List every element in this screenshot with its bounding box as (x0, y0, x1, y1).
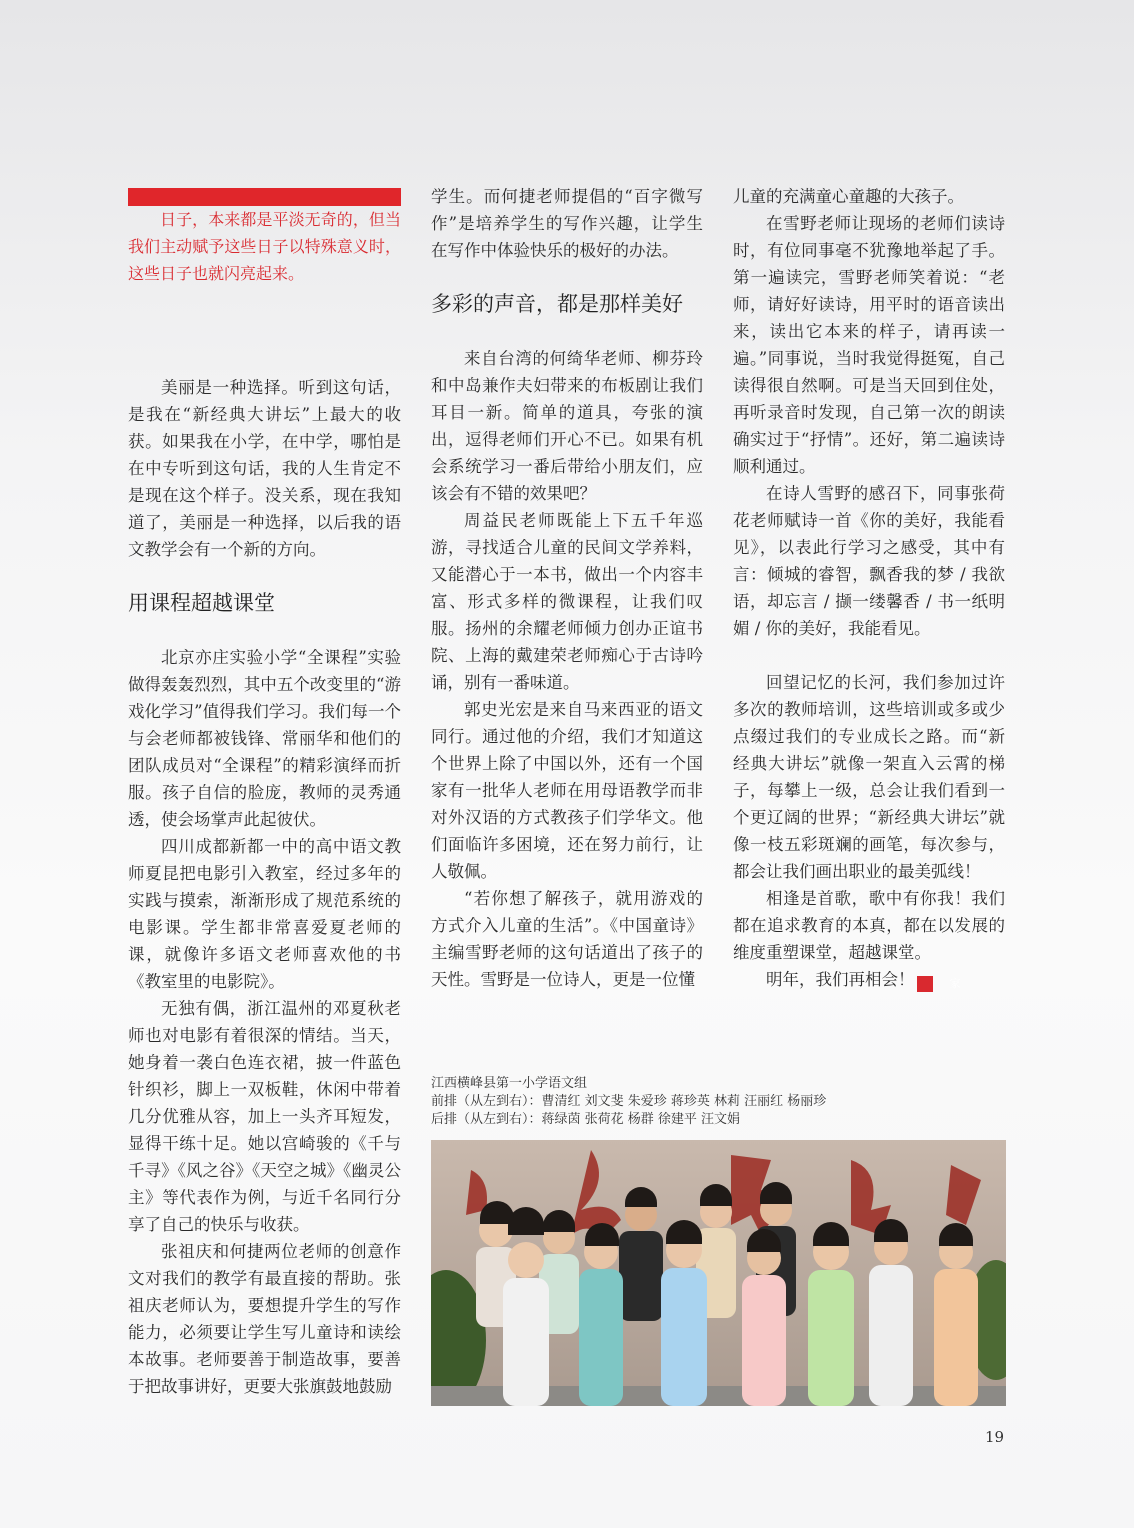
paragraph: 相逢是首歌，歌中有你我！我们都在追求教育的本真，都在以发展的维度重塑课堂，超越课堂。 (733, 889, 1005, 962)
paragraph: 郭史光宏是来自马来西亚的语文同行。通过他的介绍，我们才知道这个世界上除了中国以外，还有一个国家有一批华人老师在用母语教学而非对外汉语的方式教孩子们学华文。他们面临许多困境，还在努力前行，让人敬佩。 (431, 700, 703, 881)
caption-title: 江西横峰县第一小学语文组 (431, 1076, 588, 1091)
paragraph: 在雪野老师让现场的老师们读诗时，有位同事毫不犹豫地举起了手。第一遍读完，雪野老师笑着说：“老师，请好好读诗，用平时的语音读出来，读出它本来的样子，请再读一遍。”同事说，当时我觉得挺冤，自己读得很自然啊。可是当天回到住处，再听录音时发现，自己第一次的朗读确实过于“抒情”。还好，第二遍读诗顺利通过。 (733, 214, 1005, 476)
paragraph: 来自台湾的何绮华老师、柳芬玲和中岛兼作夫妇带来的布板剧让我们耳目一新。简单的道具，夸张的演出，逗得老师们开心不已。如果有机会系统学习一番后带给小朋友们，应该会有不错的效果吧？ (431, 349, 703, 503)
group-photo-illustration (431, 1140, 1006, 1406)
paragraph: 儿童的充满童心童趣的大孩子。 (733, 187, 964, 206)
paragraph-closing (733, 966, 1005, 993)
paragraph: 周益民老师既能上下五千年巡游，寻找适合儿童的民间文学养料，又能潜心于一本书，做出一个内容丰富、形式多样的微课程，让我们叹服。扬州的余耀老师倾力创办正谊书院、上海的戴建荣老师痴心于古诗吟诵，别有一番味道。 (431, 511, 703, 692)
pull-quote: 日子，本来都是平淡无奇的，但当我们主动赋予这些日子以特殊意义时，这些日子也就闪亮起来。 (128, 210, 401, 283)
paragraph: 美丽是一种选择。听到这句话，是我在“新经典大讲坛”上最大的收获。如果我在小学，在中学，哪怕是在中专听到这句话，我的人生肯定不是现在这个样子。没关系，现在我知道了，美丽是一种选择，以后我的语文教学会有一个新的方向。 (128, 378, 401, 559)
paragraph: “若你想了解孩子，就用游戏的方式介入儿童的生活”。《中国童诗》主编雪野老师的这句话道出了孩子的天性。雪野是一位诗人，更是一位懂 (431, 889, 703, 989)
paragraph: 四川成都新都一中的高中语文教师夏昆把电影引入教室，经过多年的实践与摸索，渐渐形成了规范系统的电影课。学生都非常喜爱夏老师的课，就像许多语文老师喜欢他的书《教室里的电影院》。 (128, 837, 401, 991)
middle-column (431, 183, 703, 993)
paragraph: 北京亦庄实验小学“全课程”实验做得轰轰烈烈，其中五个改变里的“游戏化学习”值得我们学习。我们每一个与会老师都被钱锋、常丽华和他们的团队成员对“全课程”的精彩演绎而折服。孩子自信的脸庞，教师的灵秀通透，使会场掌声此起彼伏。 (128, 648, 401, 829)
paragraph: 张祖庆和何捷两位老师的创意作文对我们的教学有最直接的帮助。张祖庆老师认为，要想提升学生的写作能力，必须要让学生写儿童诗和读绘本故事。老师要善于制造故事，要善于把故事讲好，更要大张旗鼓地鼓励 (128, 1242, 401, 1396)
group-photo (431, 1140, 1006, 1406)
caption-back-row: 后排（从左到右）：蒋绿茵 张荷花 杨群 徐建平 汪文娟 (431, 1112, 741, 1127)
paragraph: 回望记忆的长河，我们参加过许多次的教师培训，这些培训或多或少点缀过我们的专业成长之路。而“新经典大讲坛”就像一架直入云霄的梯子，每攀上一级，总会让我们看到一个更辽阔的世界；“新经典大讲坛”就像一枝五彩斑斓的画笔，每次参与，都会让我们画出职业的最美弧线！ (733, 673, 1005, 881)
red-accent-bar (128, 188, 401, 206)
section-heading: 多彩的声音，都是那样美好 (431, 292, 683, 316)
caption-front-row: 前排（从左到右）：曹清红 刘文斐 朱爱珍 蒋珍英 林莉 汪丽红 杨丽珍 (431, 1094, 827, 1109)
photo-caption (431, 1075, 1006, 1129)
paragraph: 无独有偶，浙江温州的邓夏秋老师也对电影有着很深的情结。当天，她身着一袭白色连衣裙，披一件蓝色针织衫，脚上一双板鞋，休闲中带着几分优雅从容，加上一头齐耳短发，显得干练十足。她以宫崎骏的《千与千寻》《风之谷》《天空之城》《幽灵公主》等代表作为例，与近千名同行分享了自己的快乐与收获。 (128, 999, 401, 1234)
left-column (128, 183, 401, 1400)
page-number: 19 (985, 1428, 1005, 1446)
paragraph: 在诗人雪野的感召下，同事张荷花老师赋诗一首《你的美好，我能看见》，以表此行学习之感受，其中有言：倾城的睿智，飘香我的梦 / 我欲语，却忘言 / 撷一缕馨香 / 书一纸明媚 / 你的美好，我能看见。 (733, 484, 1005, 638)
end-mark-icon: 家 (917, 976, 933, 992)
section-heading: 用课程超越课堂 (128, 591, 275, 615)
paragraph: 学生。而何捷老师提倡的“百字微写作”是培养学生的写作兴趣，让学生在写作中体验快乐的极好的办法。 (431, 187, 703, 260)
right-column (733, 183, 1005, 993)
closing-text: 明年，我们再相会！ (766, 970, 915, 989)
